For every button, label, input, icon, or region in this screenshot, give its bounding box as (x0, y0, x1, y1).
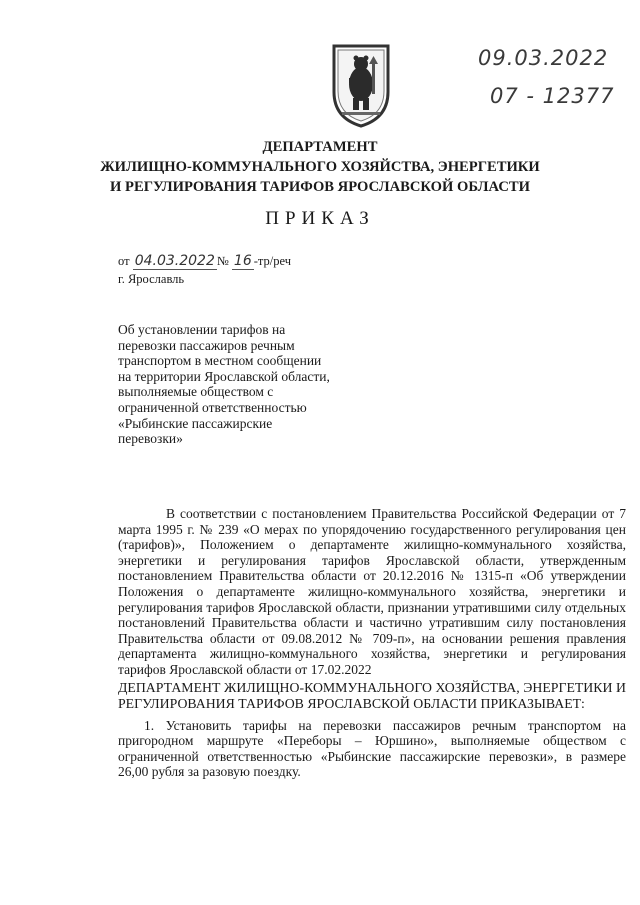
order-subject: Об установлении тарифов на перевозки пассажиров речным транспортом в местном сообщении на территории Ярославской области, выполняемые обществом с ограниченной ответственностью «Рыбинские пассажирские перевозки» (118, 322, 330, 447)
city: г. Ярославль (118, 272, 185, 286)
order-date-line (118, 253, 291, 269)
header-line-3: И РЕГУЛИРОВАНИЯ ТАРИФОВ ЯРОСЛАВСКОЙ ОБЛАСТИ (110, 179, 530, 195)
number-sign: № (216, 254, 229, 268)
order-date: 04.03.2022 (134, 253, 215, 269)
order-number: 16 (233, 253, 252, 269)
from-prefix: от (118, 254, 130, 268)
order-suffix: -тр/реч (253, 254, 292, 268)
item-1-paragraph: 1. Установить тарифы на перевозки пассажиров речным транспортом на пригородном маршруте «Переборы – Юршино», выполняемые обществом с ограниченной ответственностью «Рыбинские пассажирские перевозки», в размере 26,00 рубля за разовую поездку. (118, 717, 626, 780)
order-body (118, 506, 626, 780)
preamble-paragraph: В соответствии с постановлением Правительства Российской Федерации от 7 марта 1995 г. № 239 «О мерах по упорядочению государственного регулирования цен (тарифов)», Положением о департаменте жилищно-коммунального хозяйства, энергетики и регулирования тарифов Ярославской области, утвержденным постановлением Правительства области от 20.12.2016 № 1315-п «Об утверждении Положения о департаменте жилищно-коммунального хозяйства, энергетики и регулирования тарифов Ярославской области, признании утратившими силу отдельных постановлений Правительства области и частично утратившим силу постановления Правительства области от 09.08.2012 № 709-п», на основании решения правления департамента жилищно-коммунального хозяйства, энергетики и регулирования тарифов Ярославской области от 17.02.2022 (118, 506, 626, 677)
coat-of-arms-emblem (328, 42, 394, 128)
incoming-stamp-date: 09.03.2022 (478, 46, 609, 70)
orders-paragraph: ДЕПАРТАМЕНТ ЖИЛИЩНО-КОММУНАЛЬНОГО ХОЗЯЙСТВА, ЭНЕРГЕТИКИ И РЕГУЛИРОВАНИЯ ТАРИФОВ ЯРОСЛАВСКОЙ ОБЛАСТИ ПРИКАЗЫВАЕТ: (118, 679, 626, 712)
incoming-stamp-number: 07 - 12377 (490, 84, 615, 108)
header-line-1: ДЕПАРТАМЕНТ (262, 139, 378, 155)
department-header (40, 137, 600, 197)
document-type-title: ПРИКАЗ (265, 208, 375, 229)
header-line-2: ЖИЛИЩНО-КОММУНАЛЬНОГО ХОЗЯЙСТВА, ЭНЕРГЕТИКИ (100, 159, 540, 175)
